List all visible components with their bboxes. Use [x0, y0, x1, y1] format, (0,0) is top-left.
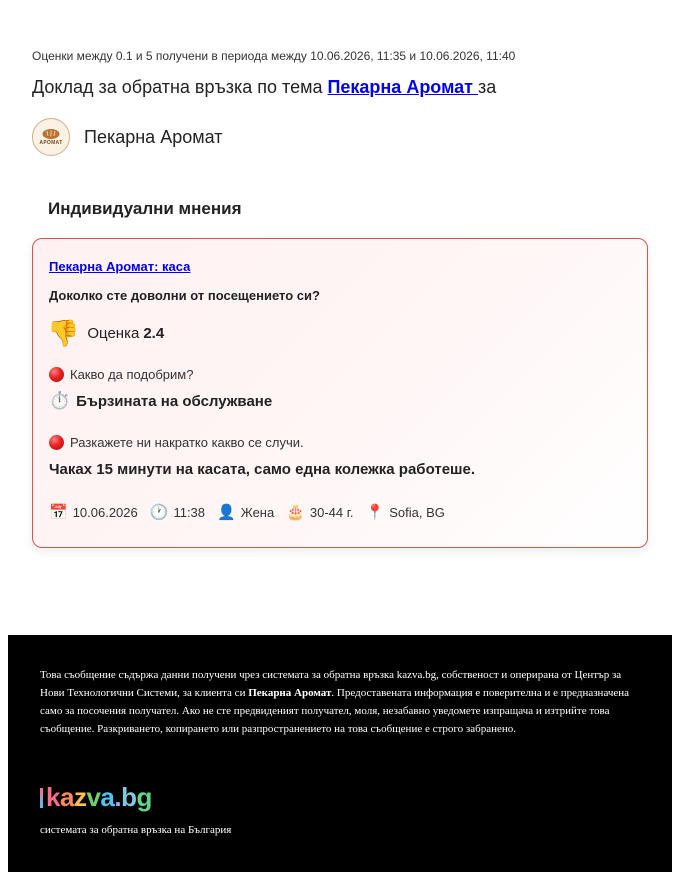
meta-age-text: 30-44 г. [309, 504, 354, 520]
logo-letter: v [86, 782, 101, 812]
meta-date [49, 503, 138, 521]
pin-icon: 📍 [365, 504, 385, 521]
rating-value: 2.4 [143, 324, 165, 342]
section-title: Индивидуални мнения [48, 199, 242, 218]
disclaimer [40, 666, 640, 738]
meta-time [150, 503, 205, 521]
logo-letter: z [73, 782, 87, 812]
meta-gender-text: Жена [240, 504, 275, 520]
tagline: системата за обратна връзка на България [40, 824, 232, 836]
rating-label: Оценка [87, 324, 140, 342]
meta-age [286, 503, 353, 521]
logo-letter: k [46, 782, 60, 812]
opinion-card [32, 238, 648, 548]
improve-question-text: Какво да подобрим? [70, 367, 194, 382]
logo-letter: b [121, 782, 137, 812]
meta-date-text: 10.06.2026 [72, 504, 138, 520]
clock-icon: 🕐 [149, 504, 169, 521]
disclaimer-client: Пекарна Аромат [248, 687, 332, 699]
calendar-icon: 📅 [49, 504, 68, 521]
rating-row [47, 319, 164, 347]
meta-gender [217, 503, 274, 521]
kazva-logo[interactable] [40, 782, 152, 813]
disclaimer-part-2: . Предоставената информация е поверителна и е предназначена само за посочения получател. Ако не сте предвиденият получател, моля, незабавно уведомете изпращача и изтрийте това съобщение. Разкриването, копирането или разпространението на това съобщение е строго забранено. [40, 687, 630, 735]
logo-bar-icon [40, 788, 43, 808]
stopwatch-icon: ⏱️ [49, 391, 71, 410]
bakery-logo [32, 118, 70, 156]
logo-letter: . [114, 782, 122, 812]
logo-letters [46, 782, 152, 813]
meta-location-text: Sofia, BG [389, 504, 445, 520]
report-title-suffix: за [477, 77, 497, 97]
bread-icon [42, 128, 60, 139]
question-text: Доколко сте доволни от посещението си? [49, 288, 320, 303]
logo-letter: a [59, 782, 74, 812]
red-circle-icon [49, 435, 64, 450]
thumbs-down-icon: 👎 [47, 318, 80, 348]
footer [8, 635, 672, 872]
report-title-prefix: Доклад за обратна връзка по тема [32, 77, 328, 97]
location-link[interactable]: Пекарна Аромат: каса [49, 259, 191, 274]
meta-row [49, 503, 457, 521]
improve-answer-text: Бързината на обслужване [76, 392, 273, 410]
improve-answer [49, 391, 272, 411]
report-title [32, 77, 496, 98]
improve-question [49, 367, 193, 382]
story-answer: Чаках 15 минути на касата, само една колежка работеше. [49, 461, 476, 478]
topic-link[interactable]: Пекарна Аромат [327, 77, 478, 97]
story-question-text: Разкажете ни накратко какво се случи. [70, 435, 304, 450]
logo-letter: g [136, 782, 152, 812]
date-range-text: Оценки между 0.1 и 5 получени в периода между 10.06.2026, 11:35 и 10.06.2026, 11:40 [32, 49, 516, 63]
brand-row [32, 117, 222, 157]
meta-time-text: 11:38 [173, 504, 206, 520]
cake-icon: 🎂 [286, 504, 305, 521]
red-circle-icon [49, 367, 64, 382]
logo-letter: a [100, 782, 115, 812]
person-icon: 👤 [217, 504, 236, 521]
brand-name: Пекарна Аромат [84, 126, 223, 147]
story-question [49, 435, 304, 450]
disclaimer-part-1: Това съобщение съдържа данни получени чрез системата за обратна връзка kazva.bg, собственост и оперирана от Център за Нови Технологични Системи, за клиента си [40, 669, 622, 699]
meta-location [366, 503, 445, 521]
logo-text: АРОМАТ [39, 140, 63, 146]
